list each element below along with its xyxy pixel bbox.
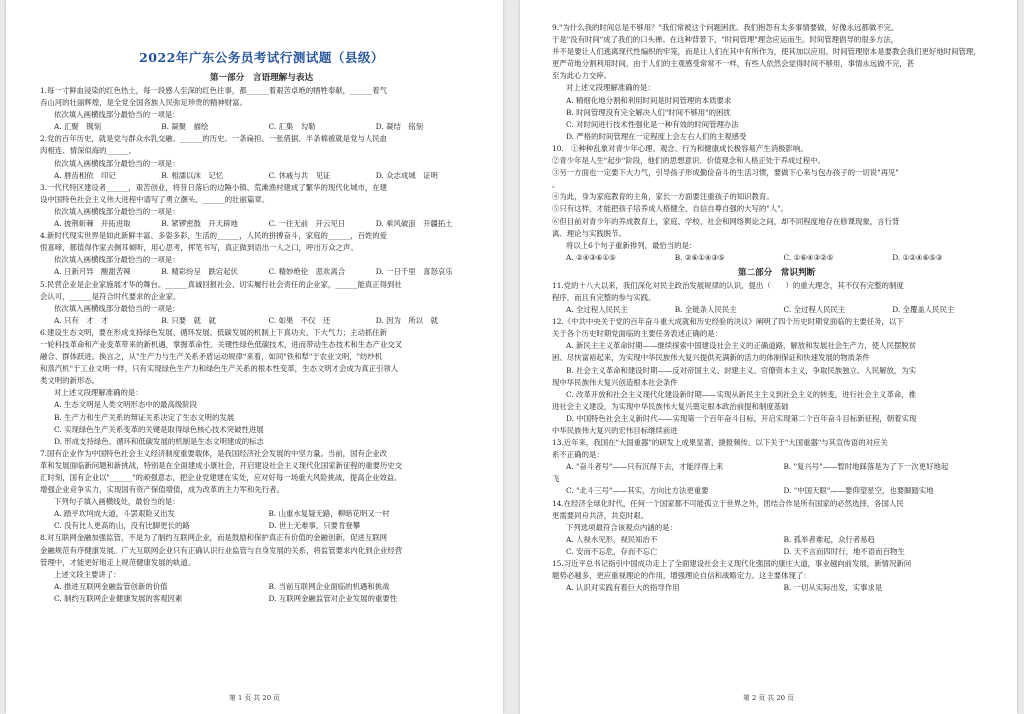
option: D. 乘风破浪 开疆拓土 xyxy=(375,219,453,229)
option: D. 因为 所以 就 xyxy=(375,315,438,325)
option: A. 精细化地分割和利用时间是时间管理的本质要求 xyxy=(566,95,732,105)
option: C. "北斗三号"——其实，方向比方法更重要 xyxy=(566,486,709,496)
option: A. 认识对实践有着巨大的指导作用 xyxy=(566,583,680,593)
options-row xyxy=(40,218,483,230)
option: D. 天不言而四时行，地不语而百物生 xyxy=(783,546,905,556)
option: D. 世上无难事，只要肯登攀 xyxy=(268,521,361,531)
question-text: ③另一方面也一定要下大力气，引导孩子形成勤俭奋斗的生活习惯，要做下心来与包办孩子的一切说"再见" xyxy=(552,168,899,178)
question-text: 金融规范有序健康发展。广大互联网企业只有正确认识行业监管与自身发展的关系，将监管要求内化到企业经营 xyxy=(40,545,403,555)
option: B. 精彩纷呈 跌宕起伏 xyxy=(161,267,238,277)
question-prompt: 下列句子填入画横线处，最恰当的是： xyxy=(54,497,180,507)
question-text: ⑥但目前对青少年的养成教育上，家庭、学校、社会和网络舆论之间，却不同程度地存在修课现象，言行背 xyxy=(552,216,900,226)
option: B. 社会主义革命和建设时期——反对帝国主义、封建主义、官僚资本主义，争取民族独立、人民解放，为实 xyxy=(566,365,917,375)
section-heading: 第一部分 言语理解与表达 xyxy=(209,73,314,83)
question-text: 2.党的百年历史，就是党与群众水乳交融、______的历史。一条扁担、一张借据、半条棉被就是党与人民血 xyxy=(40,134,388,144)
question-text: 并不是要让人们逃离现代性编织的牢笼，而是让人们在其中有所作为，使其加以应用。时间管理原本是要教会我们更好地时间管理， xyxy=(552,47,981,57)
question-text: 革和发展面临新问题和新挑战，特别是在全面建成小康社会，开启建设社会主义现代化国家新征程的重要历史交 xyxy=(40,460,403,470)
document-title: 2022年广东公务员考试行测试题（县级） xyxy=(139,50,384,65)
question-text: 至为此心力交瘁。 xyxy=(552,71,612,81)
option: A. 推进互联网金融监管创新的价值 xyxy=(54,581,168,591)
question-text: 。 xyxy=(552,180,560,190)
option: B. 紧锣密鼓 开天辟地 xyxy=(161,219,238,229)
option-continued: 困、尽快富裕起来，为实现中华民族伟大复兴提供充满新的活力的体制保证和快速发展的物质条件 xyxy=(552,353,870,363)
option: A. 唇齿相依 印记 xyxy=(54,170,116,180)
option: C. 制约互联网企业健康发展的客观因素 xyxy=(54,593,183,603)
question-text: 一轮科技革命和产业变革带来的新机遇，掌握革命性、关键性绿色低碳技术，进而带动生态技术和生态产业交叉 xyxy=(40,339,403,349)
question-text: 吞山河的壮丽辉煌，是全党全国各族人民弥足珍贵的精神财富。 xyxy=(40,98,247,108)
option: D. "中国天眼"——要仰望星空，也要脚踏实地 xyxy=(783,486,934,496)
question-text: 系不正确的是： xyxy=(552,450,604,460)
option: B. 当前互联网企业面临的机遇和挑战 xyxy=(268,581,390,591)
option: A. 生态文明是人类文明形态中的最高级阶段 xyxy=(54,400,198,410)
question-text: 15.习近平总书记指引中国成功走上了全面建设社会主义现代化强国的康庄大道，事业越向前发展，新情况新问 xyxy=(552,559,912,569)
option: C. 休戚与共 见证 xyxy=(268,170,331,180)
question-text: 会认可，______是符合时代要求的企业家。 xyxy=(40,291,181,301)
option: B. 全链条人民民主 xyxy=(674,305,737,315)
options-row xyxy=(40,266,483,278)
option-continued: 现中华民族伟大复兴创造根本社会条件 xyxy=(552,377,678,387)
question-text: 增强企业竞争实力，实现国有资产保值增值，成为改革的主力军和先行者。 xyxy=(40,485,284,495)
options-row xyxy=(40,581,483,605)
options-row xyxy=(40,121,483,133)
option: C. 没有比人更高的山，没有比脚更长的路 xyxy=(54,521,190,531)
option: B. 山重水复疑无路，柳暗花明又一村 xyxy=(268,509,390,519)
question-text: 14.在经济全球化时代，任何一个国家都不可能孤立于世界之外，团结合作是所有国家的必然选择，各国人民 xyxy=(552,498,904,508)
question-prompt: 依次填入画横线部分最恰当的一项是： xyxy=(54,206,180,216)
option: C. 精妙绝伦 悲欢离合 xyxy=(268,267,346,277)
option-continued: 飞 xyxy=(552,474,560,484)
option: D. ①②④⑥⑤③ xyxy=(892,252,943,262)
option: A. 新民主主义革命时期——继续探索中国建设社会主义的正确道路，解放和发展社会生产力，使人民摆脱贫 xyxy=(566,341,917,351)
question-prompt: 将以上6个句子重新排列，最恰当的是： xyxy=(566,240,697,250)
question-text: 融合、群体跃进。换言之，从"生产力与生产关系矛盾运动规律"来看，如同"铁和犁"于农业文明，"纺纱机 xyxy=(40,352,383,362)
option: C. ①⑥④③②⑤ xyxy=(783,252,834,262)
question-text: 汇时刻，国有企业以"______"的顽强意志，把企业党建建在实处，应对好每一场重大风险挑战，提高企业效益、 xyxy=(40,473,402,482)
option: B. ②⑥①④③⑤ xyxy=(674,252,725,262)
question-text: 题势必越多，更应重视理论的作用，增强理论自信和战略定力。这主要体现了： xyxy=(552,571,811,581)
option: B. 孤举者难起，众行者易趋 xyxy=(783,534,875,544)
question-text: 12.《中共中央关于党的百年奋斗重大成就和历史经验的决议》阐明了四个历史时期党面临的主要任务，以下 xyxy=(552,317,904,327)
option: B. 凝聚 描绘 xyxy=(161,122,209,132)
question-text: 3.一代代特区建设者______，艰苦创业，将昔日落后的边陲小镇、荒滩渔村建成了繁华的现代化城市，在建 xyxy=(40,182,388,192)
option-continued: 进社会主义建设，为实现中华民族伟大复兴奠定根本政治前提和制度基础 xyxy=(552,401,789,411)
question-text: 肉相连、情深似海的______。 xyxy=(40,146,137,156)
options-row xyxy=(552,582,1001,594)
question-text: 更严苛地分割利用时间，由于人们的主观感受常常不一样，有些人依然会觉得时间不够用，事情永远做不完，甚 xyxy=(552,59,915,69)
option: A. ②④③⑥①⑤ xyxy=(566,252,616,262)
section-heading: 第二部分 常识判断 xyxy=(737,267,816,278)
option: C. 改革开放和社会主义现代化建设新时期——实现从新民主主义到社会主义的转变，进行社会主义革命，推 xyxy=(566,389,917,399)
options-row xyxy=(552,304,1001,316)
document-page-2 xyxy=(520,0,1017,714)
question-text: 程序，而且有完整的参与实践。 xyxy=(552,292,656,302)
question-prompt: 上述文段主要讲了： xyxy=(54,569,121,579)
options-row xyxy=(40,170,483,182)
options-row xyxy=(552,485,1001,497)
option: D. 凝结 铭刻 xyxy=(375,122,424,132)
page-number: 第 2 页 共 20 页 xyxy=(743,694,794,702)
document-page-1 xyxy=(6,0,503,714)
option: B. 只要 就 就 xyxy=(161,315,216,325)
question-prompt: 依次填入画横线部分最恰当的一项是： xyxy=(54,303,180,313)
question-text: 8.对互联网金融加强监管，不是为了制约互联网企业，而是鼓励和保护真正有价值的金融创新，促进互联网 xyxy=(40,533,388,543)
option: C. 一往无前 开云见日 xyxy=(268,219,346,229)
question-text: 恨喜啼，都值得作家去侧耳倾听，用心思考，挥笔书写，真正做到语出一人之口，呼出万众之声。 xyxy=(40,243,358,253)
options-row xyxy=(40,508,483,532)
option: D. 互联网金融监管对企业发展的重要性 xyxy=(268,593,398,603)
option: A. 日新月异 酸甜苦辣 xyxy=(54,267,131,277)
question-prompt: 依次填入画横线部分最恰当的一项是： xyxy=(54,158,180,168)
question-text: 管理中，才能更好地走上规范健康发展的轨道。 xyxy=(40,557,196,567)
question-text: 设中国特色社会主义伟大进程中谱写了勇立潮头、______的壮丽篇章。 xyxy=(40,194,270,204)
question-prompt: 下列选项最符合该观点内涵的是： xyxy=(566,522,677,532)
question-text: 11.党的十八大以来，我们深化对民主政治发展规律的认识，提出（ ）的重大理念，其不仅有完整的制度 xyxy=(552,280,904,290)
option: A. 全过程人民民主 xyxy=(566,305,628,315)
option: C. 安而不忘危，存而不忘亡 xyxy=(566,546,658,556)
option: D. 一日千里 喜怒哀乐 xyxy=(375,267,453,277)
options-row xyxy=(40,315,483,327)
options-row xyxy=(552,461,1001,473)
question-text: 9."为什么我的时间总是不够用？"我们常被这个问题困扰。我们抱怨有太多事情要做，好像永远都做不完。 xyxy=(552,23,899,32)
question-text: 关于各个历史时期党面临的主要任务表述正确的是： xyxy=(552,329,722,339)
option: B. "复兴号"——暂时地踩落是为了下一次更好地起 xyxy=(783,462,949,472)
option: D. 众志成城 证明 xyxy=(375,170,438,180)
question-text: ②青少年是人生"起步"阶段，他们的思想意识、价值观念和人格正处于养成过程中。 xyxy=(552,156,825,166)
options-row xyxy=(552,534,1001,558)
option: D. 形成支持绿色、循环和低碳发展的机制是生态文明建成的标志 xyxy=(54,436,264,446)
question-text: 5.民营企业是企业家施展才华的舞台。______真诚回报社会、切实履行社会责任的企业家，______能真正得到社 xyxy=(40,279,402,289)
option: C. 全过程人民民主 xyxy=(783,305,846,315)
question-text: 13.近年来，我国在"大国重器"的研发上成果显著，捷报频传。以下关于"大国重器"与其宣传语的对应关 xyxy=(552,438,888,448)
question-text: 4.新时代现实世界是如此新鲜丰富、多姿多彩，生活的______，人民的拼搏奋斗，家庭的______，百姓的爱 xyxy=(40,231,388,241)
option: B. 一切从实际出发，实事求是 xyxy=(783,583,883,593)
question-text: 更需要同舟共济，共克时艰。 xyxy=(552,510,649,520)
question-text: 6.建设生态文明，要在形成支持绿色发展、循环发展、低碳发展的机制上下真功夫、下大气力；主动抓住新 xyxy=(40,327,388,337)
option: D. 中国特色社会主义新时代——实现第一个百年奋斗目标，开启实现第二个百年奋斗目标新征程，朝着实现 xyxy=(566,413,917,423)
question-text: ⑤只有这样，才能把孩子培养成人格健全、自信自尊自强的大写的"人"。 xyxy=(552,204,788,214)
question-text: ④为此，身为家庭教育的主角，家长一方面要注重孩子的知识教育。 xyxy=(552,192,774,202)
option: B. 相濡以沫 记忆 xyxy=(161,170,224,180)
option-continued: 中华民族伟大复兴的宏伟目标继续前进 xyxy=(552,426,678,435)
question-text: 离、理论与实践脱节。 xyxy=(552,228,626,238)
option: A. 披荆斩棘 开拓进取 xyxy=(54,219,131,229)
option: C. 实现绿色生产关系变革的关键是取得绿色核心技术突破性进展 xyxy=(54,424,264,434)
question-prompt: 对上述文段理解准确的是： xyxy=(54,388,143,398)
question-text: 和蒸汽机"于工业文明一样，只有实现绿色生产力和绿色生产关系的根本性变革，生态文明才会成为真正引领人 xyxy=(40,364,399,374)
option: B. 生产力和生产关系的辩证关系决定了生态文明的发展 xyxy=(54,412,235,422)
question-text: 10. ①种种乱象对青少年心理、观念、行为和健康成长极容易产生消极影响。 xyxy=(552,143,808,153)
option: D. 严格的时间管理在一定程度上会左右人们的主观感受 xyxy=(566,131,747,141)
question-prompt: 对上述文段理解准确的是： xyxy=(566,83,655,93)
option: C. 如果 不仅 还 xyxy=(268,315,331,325)
question-prompt: 依次填入画横线部分最恰当的一项是： xyxy=(54,255,180,265)
option: D. 全覆盖人民民主 xyxy=(892,305,955,315)
option: C. 汇集 勾勒 xyxy=(268,122,316,132)
question-text: 类文明的新形态。 xyxy=(40,376,100,386)
page-number: 第 1 页 共 20 页 xyxy=(229,694,280,702)
option: A. 只有 才 才 xyxy=(54,315,109,325)
question-text: 1.每一寸鲜血浸染的红色热土，每一段感人至深的红色往事，都______着艰苦卓绝的牺牲奉献，______着气 xyxy=(40,86,388,95)
question-text: 7.国有企业作为中国特色社会主义经济制度重要载体，是我国经济社会发展的中坚力量。当前，国有企业改 xyxy=(40,448,388,458)
option: B. 时间管理没有完全解决人们"时间不够用"的困扰 xyxy=(566,107,731,117)
option: A. 汇聚 镌刻 xyxy=(54,122,101,132)
question-text: 于是"没有时间"成了我们的口头禅。在这种背景下，"时间管理"理念应运而生。时间管理倡导的很多方法， xyxy=(552,35,899,45)
question-prompt: 依次填入画横线部分最恰当的一项是： xyxy=(54,110,180,120)
option: A. 踏平坎坷成大道，斗罢艰险又出发 xyxy=(54,509,175,519)
options-row xyxy=(552,252,1001,264)
option: A. 人视水见形，视民知治不 xyxy=(566,534,658,544)
option: C. 对时间进行技术性强化是一种有效的时间管理办法 xyxy=(566,119,739,129)
option: A. "奋斗者号"——只有沉得下去，才能浮得上来 xyxy=(566,462,724,472)
